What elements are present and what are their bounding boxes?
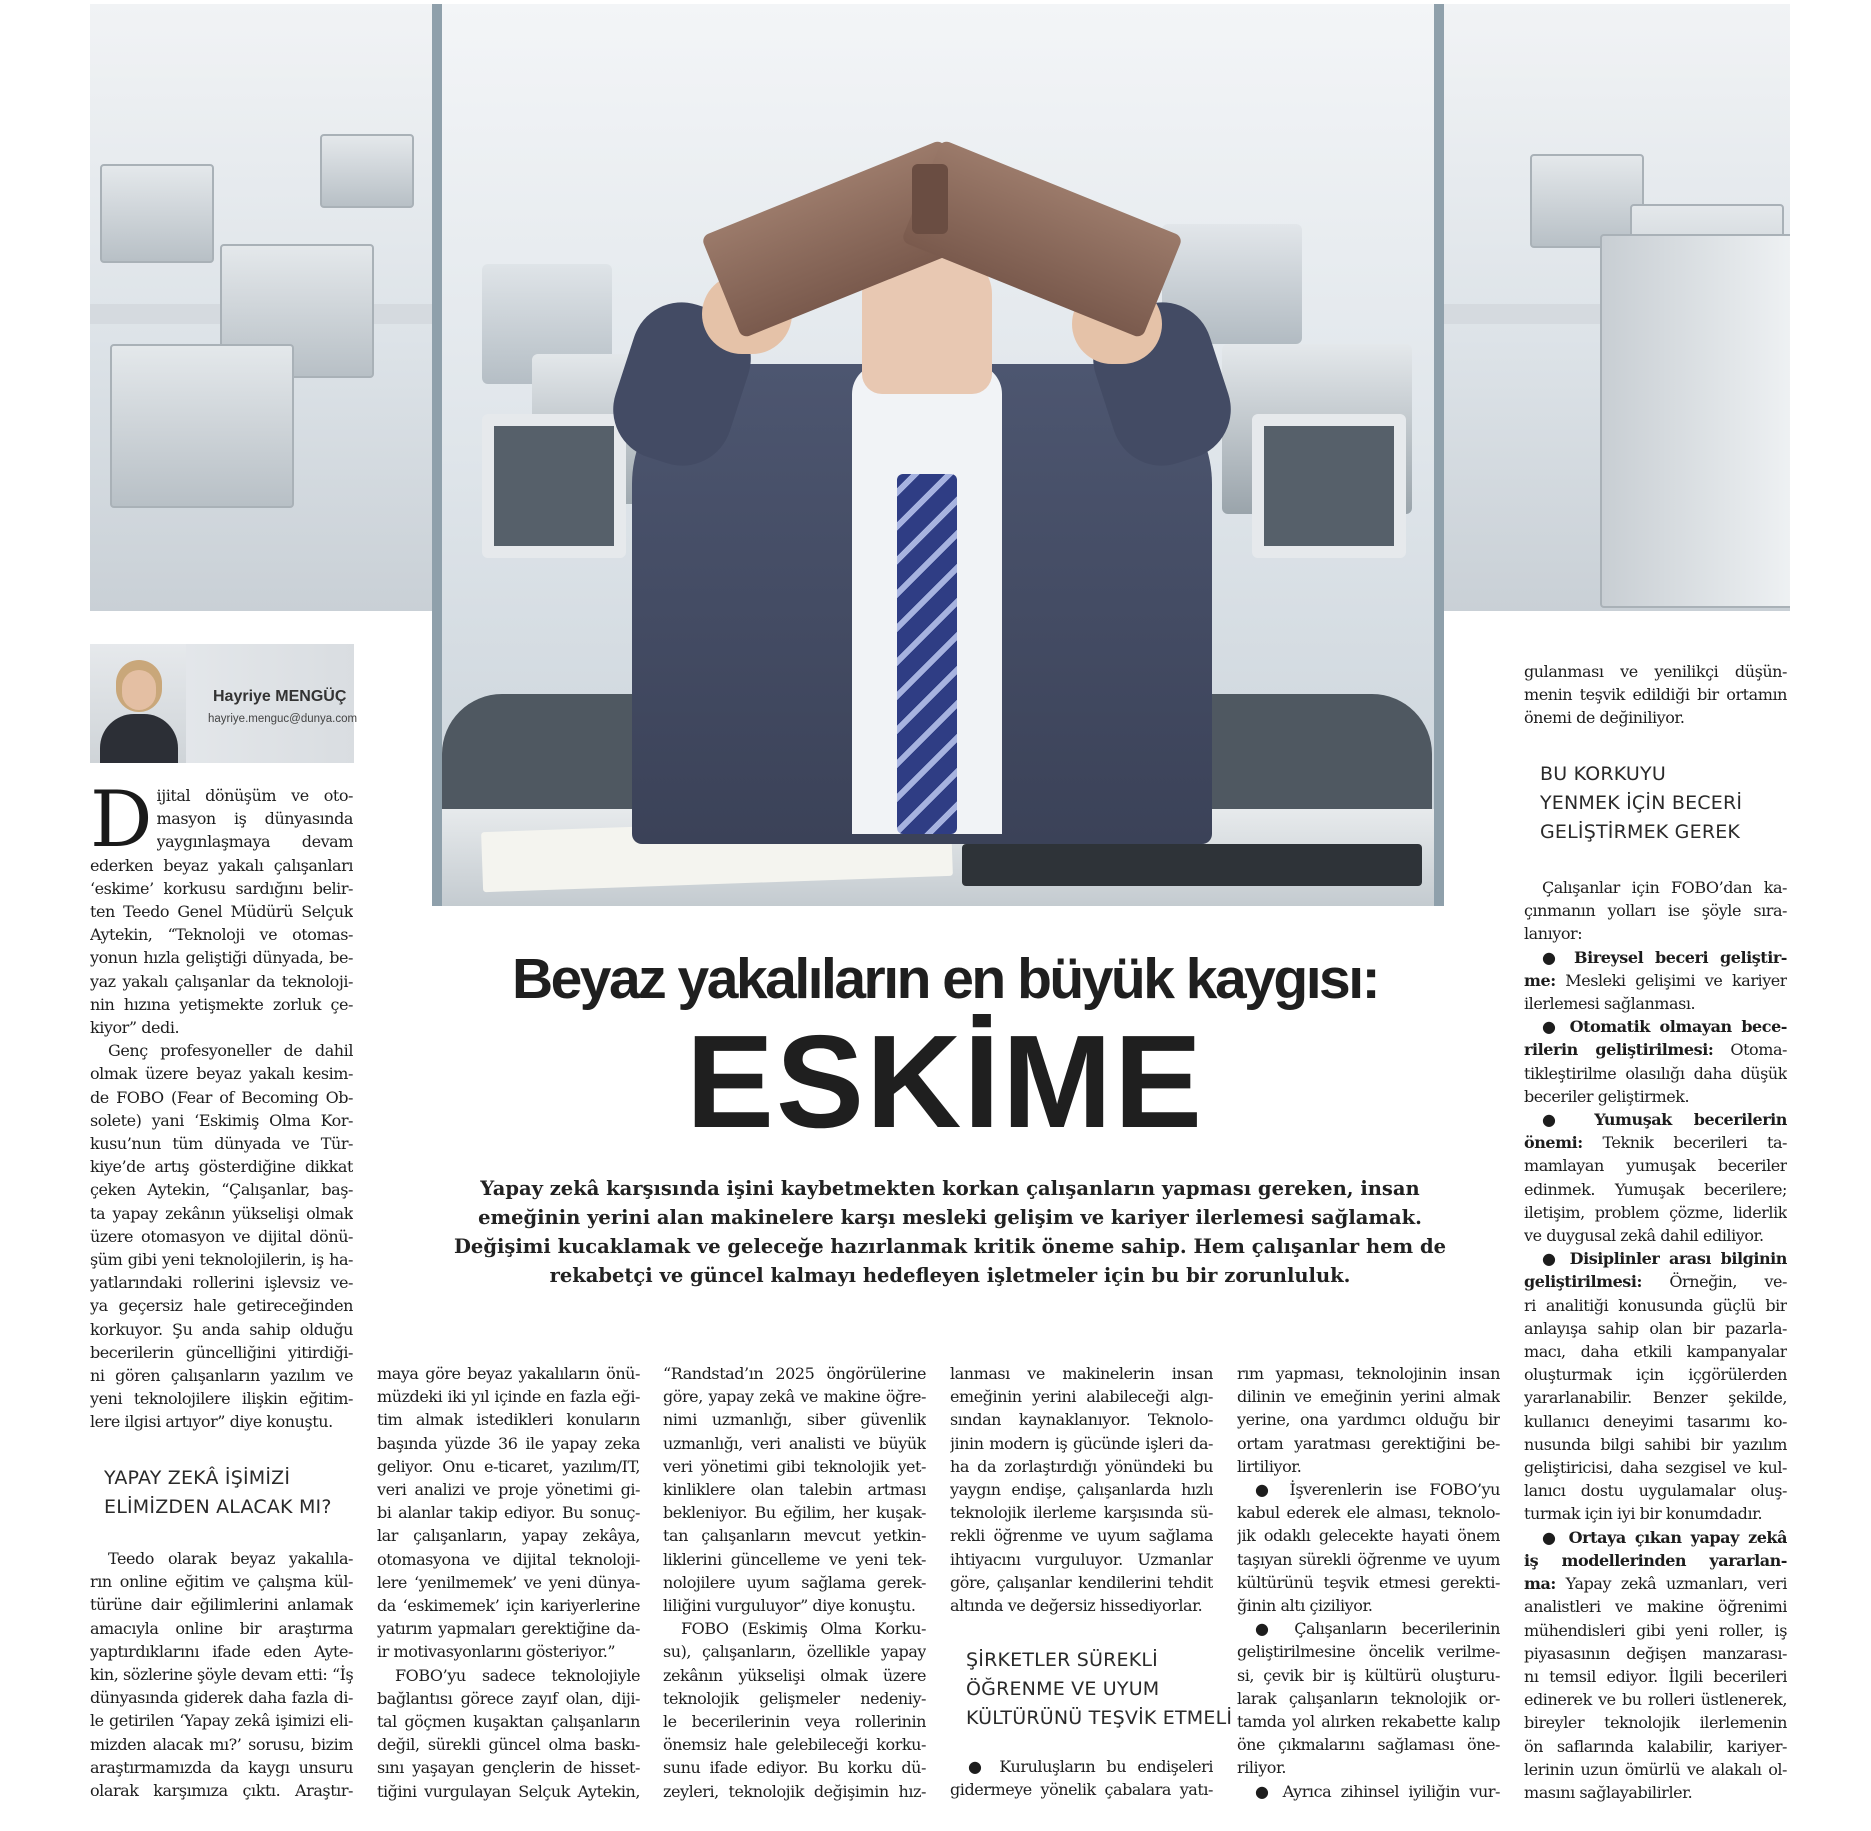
text-line: menin teşvik edildiği bir ortamın — [1524, 685, 1787, 705]
text-line: önemsiz hale gelebileceği korku- — [663, 1735, 926, 1755]
text-line: liliğini vurguluyor” diye konuştu. — [663, 1596, 916, 1616]
bullet-line: ● Ayrıca zihinsel iyiliğin vur- — [1255, 1781, 1500, 1801]
bullet-title: önemi: — [1524, 1133, 1583, 1153]
text-line: olarak karşımıza çıktı. Araştır- — [90, 1781, 353, 1801]
text-line: başında yüzde 36 ile yapay zeka — [377, 1433, 640, 1453]
text-line: kullanıcı deneyimi tasarımı ko- — [1524, 1411, 1787, 1431]
bullet-line — [1524, 1131, 1787, 1154]
text-line: yerine, ona yardımcı olduğu bir — [1237, 1410, 1500, 1430]
author-last-name: MENGÜÇ — [275, 688, 347, 705]
text-line: si, çevik bir iş kültürü oluşturu- — [1237, 1665, 1500, 1685]
text-line: nı temsil ediyor. İlgili becerileri — [1524, 1666, 1787, 1686]
text-line: bireyler teknolojik ilerlemenin — [1524, 1713, 1787, 1733]
subhead-sirketler — [966, 1646, 1232, 1733]
text-line: teknolojik ilerleme karşısında sü- — [950, 1503, 1213, 1523]
text-line: Teedo olarak beyaz yakalıla- — [108, 1549, 353, 1568]
text-line: ta yapay zekânın yükselişi olmak — [90, 1203, 353, 1223]
bullet-text: Otoma- — [1713, 1040, 1787, 1060]
text-line: ve duygusal zekâ dahil ediliyor. — [1524, 1226, 1764, 1246]
text-line: lar çalışanların, yapay zekâya, — [377, 1526, 640, 1546]
author-first-name: Hayriye — [213, 688, 271, 705]
text-line: ortam yaratması gerektiğini be- — [1237, 1433, 1500, 1453]
text-line: mamlayan yumuşak beceriler — [1524, 1156, 1787, 1176]
text-line: göre, yapay zekâ ve makine öğre- — [663, 1387, 926, 1407]
text-line: ederken beyaz yakalı çalışanları — [90, 855, 353, 875]
text-line: sını yaşayan gençlerin de hisset- — [377, 1758, 640, 1778]
text-line: tan çalışanların mevcut yetkin- — [663, 1526, 926, 1546]
text-line: lerinin uzun ömürlü ve alakalı ol- — [1524, 1759, 1787, 1779]
column-1 — [90, 775, 353, 1434]
text-line: sından kaynaklanıyor. Teknolo- — [950, 1410, 1213, 1430]
text-line: nolojilere uyum sağlama gerek- — [663, 1572, 926, 1592]
lead-line: Yapay zekâ karşısında işini kaybetmekten korkan çalışanların yapması gereken, insan — [480, 1177, 1420, 1200]
text-line: ir motivasyonlarını gösteriyor.” — [377, 1642, 616, 1662]
text-line: bağlantısı görece zayıf olan, diji- — [377, 1688, 640, 1708]
text-line: emeğinin yerini alabileceği algı- — [950, 1387, 1213, 1407]
text-line: le getirilen ‘Yapay zekâ işimizi eli- — [90, 1711, 353, 1731]
text-line: kusu’nun tüm dünyada ve Tür- — [90, 1134, 353, 1154]
text-line: lanması ve makinelerin insan — [950, 1364, 1213, 1383]
text-line: jik odaklı gelecekte hayati önem — [1237, 1526, 1500, 1546]
bullet-title: me: — [1524, 970, 1556, 990]
text-line: beceriler geliştirmek. — [1524, 1086, 1690, 1106]
subhead-line: ELİMİZDEN ALACAK MI? — [104, 1496, 332, 1518]
text-line: zeyleri, teknolojik değişimin hız- — [663, 1781, 926, 1801]
text-line: ijital dönüşüm ve oto- — [156, 786, 353, 805]
bullet-text: Örneğin, ve- — [1641, 1272, 1787, 1292]
text-line: da ‘eskimemek’ için kariyerlerine — [377, 1596, 640, 1616]
text-line: yeni teknolojilere ilişkin eğitim- — [90, 1389, 353, 1409]
text-line: çınmanın yolları ise şöyle sıra- — [1524, 901, 1787, 921]
column-3 — [663, 1362, 926, 1803]
lead-line: rekabetçi ve güncel kalmayı hedefleyen işletmeler için bu bir zorunluluk. — [549, 1264, 1351, 1287]
bullet-title: rilerin geliştirilmesi: — [1524, 1040, 1714, 1060]
text-line: uzmanlığı, veri analisti ve büyük — [663, 1433, 926, 1453]
text-line: taşıyan sürekli öğrenme ve uyum — [1237, 1549, 1500, 1569]
subhead-line: YAPAY ZEKÂ İŞİMİZİ — [104, 1467, 291, 1489]
text-line: geliyor. Onu e-ticaret, yazılım/IT, — [377, 1456, 640, 1476]
subhead-yapay-zeka — [104, 1464, 332, 1522]
text-line: kiye’de artış gösterdiğine dikkat — [90, 1157, 353, 1177]
text-line: öne çıkmalarını sağlaması öne- — [1237, 1735, 1500, 1755]
text-line: ön saflarında kalabilir, kariyer- — [1524, 1736, 1787, 1756]
text-line: teknolojik gelişmeler nedeniy- — [663, 1688, 926, 1708]
text-line: masını sağlayabilirler. — [1524, 1782, 1693, 1802]
text-line: araştırmamızda da kaygı unsuru — [90, 1757, 353, 1777]
text-line: lere ‘yenilmemek’ ve yeni dünya- — [377, 1572, 640, 1592]
text-line: rın online eğitim ve çalışma kül- — [90, 1572, 353, 1592]
text-line: lanıyor: — [1524, 924, 1583, 944]
text-line: ya geçersiz hale getireceğinden — [90, 1296, 353, 1316]
text-line: yonun hızla geliştiği dünyada, be- — [90, 948, 353, 968]
text-line: otomasyona ve dijital teknoloji- — [377, 1549, 640, 1569]
businessman-with-book-photo — [432, 4, 1444, 906]
subhead-line: GELİŞTİRMEK GEREK — [1540, 821, 1741, 843]
text-line: jinin modern iş gücünde işleri da- — [950, 1433, 1213, 1453]
text-line: kin, sözlerine şöyle devam etti: “İş — [90, 1665, 353, 1685]
bullet-text: Mesleki gelişimi ve kariyer — [1555, 970, 1787, 990]
column-6 — [1524, 660, 1787, 730]
text-line: piyasasının değişen manzarası- — [1524, 1643, 1787, 1663]
subhead-line: BU KORKUYU — [1540, 763, 1666, 785]
text-line: yatırım yapmaları gerektiğine da- — [377, 1619, 640, 1639]
text-line: yaz yakalı çalışanlar da teknoloji- — [90, 971, 353, 991]
text-line: nin hızına yetişmekte zorluk çe- — [90, 994, 353, 1014]
headline-kicker: Beyaz yakalıların en büyük kaygısı: — [511, 947, 1379, 1011]
subhead-line: ÖĞRENME VE UYUM — [966, 1678, 1160, 1700]
text-line: gulanması ve yenilikçi düşün- — [1524, 662, 1787, 681]
text-line: ha da zorlaştırdığı yönündeki bu — [950, 1456, 1213, 1476]
subhead-line: ŞİRKETLER SÜREKLİ — [966, 1649, 1158, 1671]
text-line: oluşturmak için içgörülerden — [1524, 1365, 1787, 1385]
text-line: nusunda bilgi sahibi bir yazılım — [1524, 1434, 1787, 1454]
bullet-line: ● İşverenlerin ise FOBO’yu — [1255, 1480, 1500, 1500]
text-line: nimi uzmanlığı, siber güvenlik — [663, 1410, 926, 1430]
bullet-title: ● Ortaya çıkan yapay zekâ — [1542, 1527, 1787, 1547]
subhead-line: YENMEK İÇİN BECERİ — [1540, 792, 1743, 814]
text-line: ğinin altı çiziliyor. — [1237, 1596, 1373, 1616]
bullet-text: Teknik becerileri ta- — [1582, 1133, 1787, 1153]
text-line: lanıcı dostu uygulamalar oluş- — [1524, 1481, 1787, 1501]
text-line: edinerek ve bu rolleri üstlenerek, — [1524, 1690, 1787, 1710]
text-line: Aytekin, “Teknoloji ve otomas- — [90, 925, 353, 945]
author-box — [90, 644, 358, 763]
text-line: lirtiliyor. — [1237, 1456, 1302, 1476]
column-6-lower — [1524, 876, 1787, 1804]
bullet-title: ● Yumuşak becerilerin — [1542, 1110, 1787, 1130]
text-line: “Randstad’ın 2025 öngörülerine — [663, 1364, 926, 1383]
bullet-title: ● Otomatik olmayan bece- — [1542, 1017, 1787, 1037]
text-line: rım yapması, teknolojinin insan — [1237, 1364, 1500, 1383]
text-line: ten Teedo Genel Müdürü Selçuk — [90, 902, 353, 922]
text-line: tikleştirilme olasılığı daha düşük — [1524, 1063, 1787, 1083]
text-line: iletişim, problem çözme, liderlik — [1524, 1202, 1787, 1222]
text-line: kabul ederek ele alması, teknolo- — [1237, 1503, 1500, 1523]
author-photo — [90, 644, 186, 763]
text-line: önemi de değiniliyor. — [1524, 708, 1685, 728]
bullet-line — [1524, 1572, 1787, 1595]
text-line: göre, çalışanlar kendilerini tehdit — [950, 1572, 1213, 1592]
text-line: edinmek. Yumuşak becerilere; — [1524, 1179, 1787, 1199]
text-line: çeken Aytekin, “Çalışanlar, baş- — [90, 1180, 353, 1200]
bullet-line — [1524, 1270, 1787, 1293]
text-line: bi alanlar takip ediyor. Bu sonuç- — [377, 1503, 640, 1523]
text-line: FOBO’yu sadece teknolojiyle — [395, 1665, 640, 1685]
text-line: tal göçmen kuşaktan çalışanların — [377, 1712, 640, 1732]
text-line: yaygınlaşmaya devam — [156, 832, 353, 852]
text-line: su), çalışanların, özellikle yapay — [663, 1642, 926, 1662]
lead-paragraph — [440, 1174, 1460, 1290]
text-line: macı, daha etkili kampanyalar — [1524, 1342, 1787, 1362]
bullet-line: ● Çalışanların becerilerinin — [1255, 1619, 1500, 1639]
author-name — [213, 688, 346, 706]
text-line: le becerilerinin veya rollerinin — [663, 1712, 926, 1732]
text-line: sunu ifade ediyor. Bu korku dü- — [663, 1758, 926, 1778]
text-line: analistleri ve makine öğrenimi — [1524, 1597, 1787, 1617]
bullet-line — [1524, 1038, 1787, 1061]
column-1-lower — [90, 1547, 353, 1802]
text-line: solete) yani ‘Eskimiş Olma Kor- — [90, 1110, 353, 1130]
text-line: Çalışanlar için FOBO’dan ka- — [1542, 878, 1787, 897]
text-line: rekli öğrenme ve uyum sağlama — [950, 1526, 1213, 1546]
column-4 — [950, 1362, 1213, 1617]
text-line: lere ilgisi artıyor” diye konuştu. — [90, 1412, 333, 1432]
text-line: yaptırdıklarını ifade eden Ayte- — [90, 1641, 353, 1661]
text-line: üzere otomasyon ve dijital dönü- — [90, 1226, 353, 1246]
bullet-title: ma: — [1524, 1574, 1556, 1594]
text-line: zekânın yükselişi olmak üzere — [663, 1665, 926, 1685]
bullet-line: ● Kuruluşların bu endişeleri — [968, 1757, 1213, 1776]
text-line: kinliklere olan talebin artması — [663, 1480, 926, 1500]
text-line: altında ve değersiz hissediyorlar. — [950, 1596, 1203, 1616]
bullet-text: Yapay zekâ uzmanları, veri — [1555, 1574, 1787, 1594]
bullet-title: geliştirilmesi: — [1524, 1272, 1642, 1292]
bullet-title: ● Disiplinler arası bilginin — [1542, 1249, 1787, 1269]
text-line: masyon iş dünyasında — [156, 809, 353, 829]
text-line: veri yönetimi gibi teknolojik yet- — [663, 1456, 926, 1476]
text-line: türüne dair eğilimlerini anlamak — [90, 1595, 353, 1615]
text-line: bekleniyor. Bu eğilim, her kuşak- — [663, 1503, 926, 1523]
text-line: ihtiyacını vurguluyor. Uzmanlar — [950, 1549, 1213, 1569]
text-line: dünyasında giderek daha fazla di- — [90, 1688, 353, 1708]
column-4-lower — [950, 1755, 1213, 1801]
text-line: tiğini vurgulayan Selçuk Aytekin, — [377, 1781, 640, 1801]
column-2 — [377, 1362, 640, 1803]
text-line: amacıyla online bir araştırma — [90, 1618, 353, 1638]
text-line: maya göre beyaz yakalıların önü- — [377, 1364, 640, 1383]
text-line: tim almak istedikleri konuların — [377, 1410, 640, 1430]
text-line: becerilerin güncelliğini yitirdiği- — [90, 1342, 353, 1362]
lead-line: emeğinin yerini alan makinelere karşı mesleki gelişim ve kariyer ilerlemesi sağlamak. — [478, 1206, 1422, 1229]
text-line: mizden alacak mı?’ sorusu, bizim — [90, 1734, 353, 1754]
bullet-title: ● Bireysel beceri geliştir- — [1542, 947, 1787, 967]
text-line: ni gören çalışanların yazılım ve — [90, 1366, 353, 1386]
text-line: olmak üzere beyaz yakalı kesim- — [90, 1064, 353, 1084]
drop-cap: D — [90, 775, 153, 865]
text-line: riliyor. — [1237, 1758, 1287, 1778]
text-line: geliştirilmesine öncelik verilme- — [1237, 1642, 1500, 1662]
text-line: değil, sürekli güncel olma baskı- — [377, 1735, 640, 1755]
text-line: şüm gibi yeni teknolojilerin, iş ha- — [90, 1250, 353, 1270]
text-line: mühendisleri gibi yeni roller, iş — [1524, 1620, 1787, 1640]
text-line: veri analizi ve proje yönetimi gi- — [377, 1480, 640, 1500]
text-line: liklerini güncelleme ve yeni tek- — [663, 1549, 926, 1569]
lead-line: Değişimi kucaklamak ve geleceğe hazırlanmak kritik öneme sahip. Hem çalışanlar hem de — [454, 1235, 1446, 1258]
text-line: müzdeki iki yıl içinde en fazla eği- — [377, 1387, 640, 1407]
author-email: hayriye.menguc@dunya.com — [208, 713, 358, 725]
text-line: Genç profesyoneller de dahil — [108, 1041, 353, 1061]
text-line: ‘eskime’ korkusu sardığını belir- — [90, 878, 353, 898]
text-line: gidermeye yönelik çabalara yatı- — [950, 1780, 1213, 1800]
headline-main: ESKİME — [685, 1008, 1205, 1155]
text-line: kiyor” dedi. — [90, 1018, 180, 1038]
text-line: geliştiricisi, daha sezgisel ve kul- — [1524, 1458, 1787, 1478]
text-line: ilerlemesi sağlanması. — [1524, 994, 1696, 1014]
bullet-title: iş modellerinden yararlan- — [1524, 1550, 1787, 1570]
subhead-bu-korkuyu — [1540, 760, 1742, 847]
text-line: de FOBO (Fear of Becoming Ob- — [90, 1087, 353, 1107]
text-line: ri analitiği konusunda güçlü bir — [1524, 1295, 1787, 1315]
text-line: korkuyor. Şu anda sahip olduğu — [90, 1319, 353, 1339]
text-line: larak çalışanların teknolojik or- — [1237, 1688, 1500, 1708]
column-5 — [1237, 1362, 1500, 1803]
text-line: yaygın endişe, çalışanlarda hızlı — [950, 1480, 1213, 1500]
text-line: turmak için iyi bir konumdadır. — [1524, 1504, 1763, 1524]
bullet-line — [1524, 969, 1787, 992]
text-line: yatlarındaki rollerini işlevsiz ve- — [90, 1273, 353, 1293]
text-line: FOBO (Eskimiş Olma Korku- — [681, 1619, 926, 1639]
subhead-line: KÜLTÜRÜNÜ TEŞVİK ETMELİ — [966, 1707, 1233, 1729]
text-line: dilinin ve emeğinin yerini almak — [1237, 1387, 1500, 1407]
text-line: anlayışa sahip olan bir pazarla- — [1524, 1318, 1787, 1338]
text-line: yararlanabilir. Benzer şekilde, — [1524, 1388, 1787, 1408]
text-line: tamda yol alırken rekabette kalıp — [1237, 1712, 1500, 1732]
text-line: kültürünü teşvik etmesi gerekti- — [1237, 1572, 1500, 1592]
